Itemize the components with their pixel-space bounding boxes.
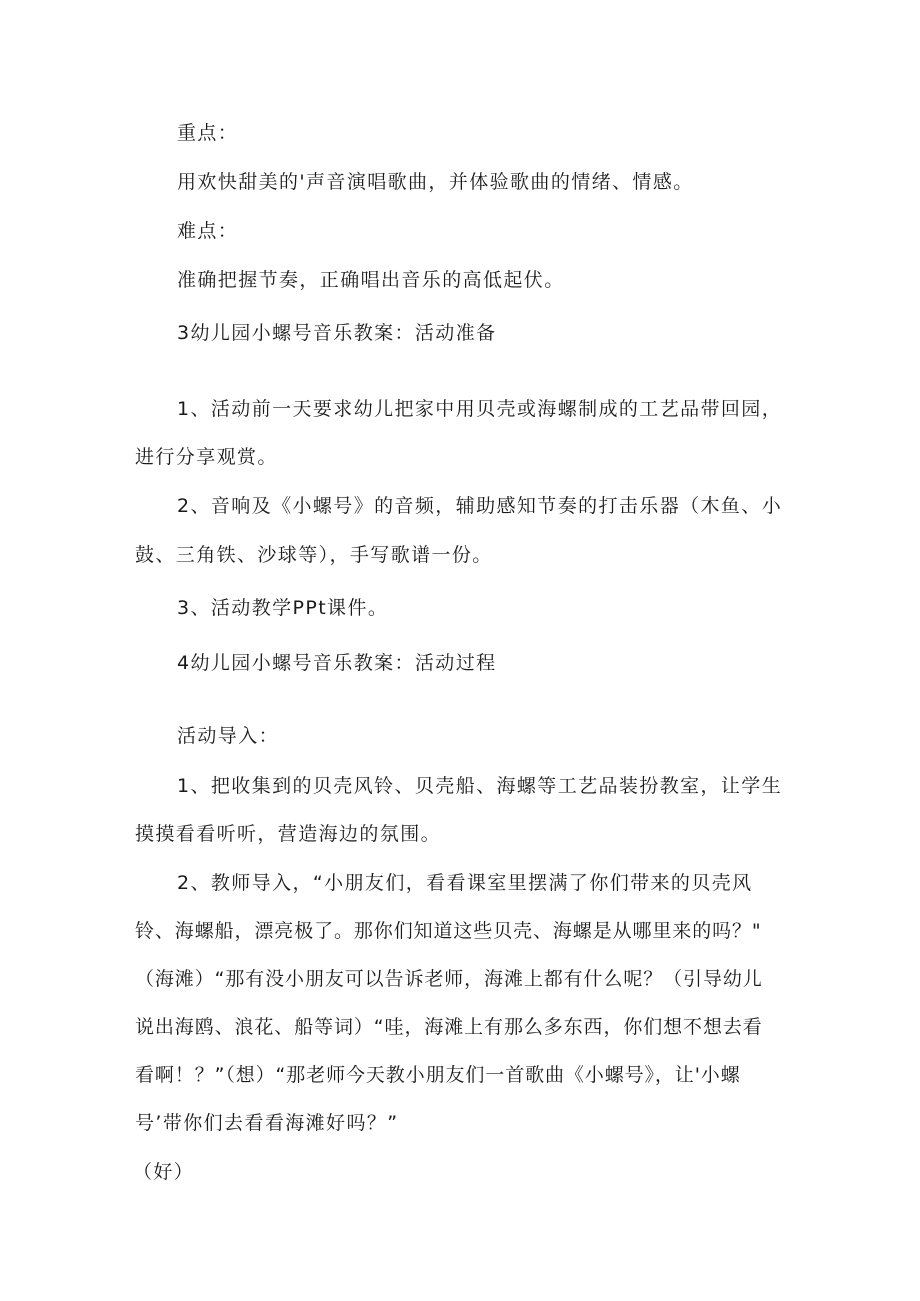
intro-item2-line2: 铃、海螺船，漂亮极了。那你们知道这些贝壳、海螺是从哪里来的吗？": [135, 920, 762, 942]
difficulty-text: 准确把握节奏，正确唱出音乐的高低起伏。: [177, 269, 565, 291]
prep-item1-line2: 进行分享观赏。: [135, 446, 278, 468]
difficulty-heading: 难点：: [177, 220, 239, 242]
intro-item2-line1: 2、教师导入，“小朋友们，看看课室里摆满了你们带来的贝壳风: [177, 872, 753, 894]
intro-item2-line6: 号’带你们去看看海滩好吗？”: [135, 1112, 399, 1134]
intro-item1-line1: 1、把收集到的贝壳风铃、贝壳船、海螺等工艺品装扮教室，让学生: [177, 775, 783, 797]
intro-item2-line5: 看啊！？”（想）“那老师今天教小朋友们一首歌曲《小螺号》，让'小螺: [135, 1064, 741, 1086]
section4-heading: 4幼儿园小螺号音乐教案：活动过程: [177, 652, 497, 674]
prep-item1-line1: 1、活动前一天要求幼儿把家中用贝壳或海螺制成的工艺品带回园，: [177, 398, 783, 420]
prep-item3: 3、活动教学PPt课件。: [177, 597, 389, 619]
prep-item2-line2: 鼓、三角铁、沙球等），手写歌谱一份。: [135, 544, 493, 566]
intro-heading: 活动导入：: [177, 725, 280, 747]
section3-heading: 3幼儿园小螺号音乐教案：活动准备: [177, 322, 497, 344]
key-point-heading: 重点：: [177, 122, 239, 144]
prep-item2-line1: 2、音响及《小螺号》的音频，辅助感知节奏的打击乐器（木鱼、小: [177, 495, 783, 517]
intro-item2-line7: （好）: [133, 1161, 195, 1183]
intro-item1-line2: 摸摸看看听听，营造海边的氛围。: [135, 823, 442, 845]
intro-item2-line4: 说出海鸥、浪花、船等词）“哇，海滩上有那么多东西，你们想不想去看: [135, 1016, 763, 1038]
key-point-text: 用欢快甜美的'声音演唱歌曲，并体验歌曲的情绪、情感。: [177, 171, 694, 193]
intro-item2-line3: （海滩）“那有没小朋友可以告诉老师，海滩上都有什么呢？（引导幼儿: [135, 968, 763, 990]
